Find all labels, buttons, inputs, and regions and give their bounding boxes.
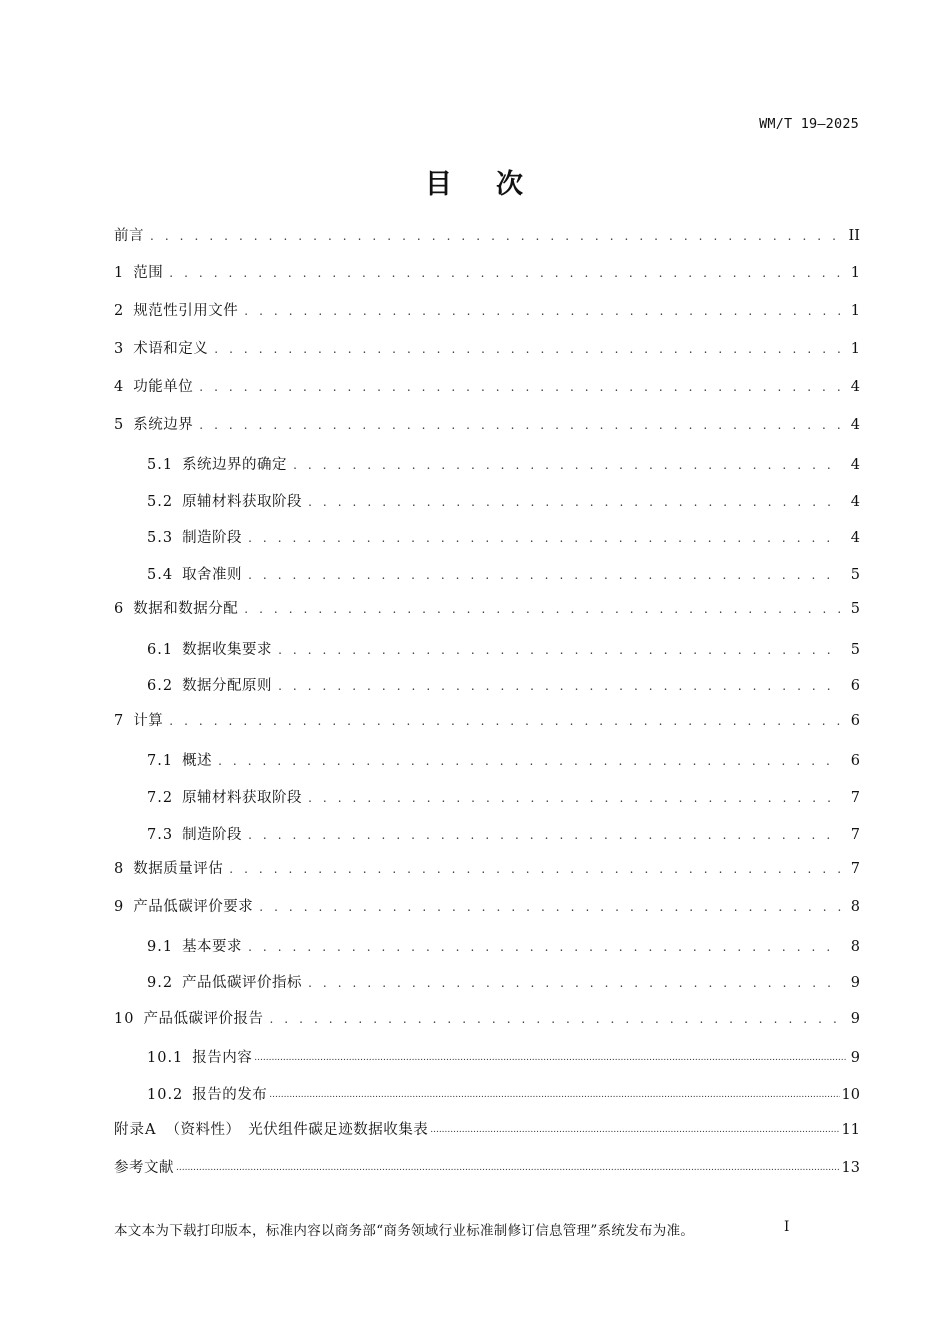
toc-label: 制造阶段: [182, 827, 243, 843]
toc-label: 规范性引用文件: [133, 303, 239, 319]
toc-number: 6.1: [147, 642, 174, 658]
toc-page: 4: [850, 494, 860, 510]
toc-leader: [214, 337, 842, 361]
toc-page: 7: [850, 790, 860, 806]
toc-label: 产品低碳评价报告: [143, 1011, 264, 1027]
toc-label: （资料性） 光伏组件碳足迹数据收集表: [165, 1122, 429, 1138]
toc-entry-5[interactable]: [114, 413, 860, 437]
toc-page: 8: [850, 939, 860, 955]
toc-leader: [259, 895, 842, 919]
toc-entry-9-2[interactable]: [147, 971, 860, 995]
standard-code: WM/T 19—2025: [759, 116, 859, 132]
toc-entry-5-1[interactable]: [147, 453, 860, 477]
toc-number: 9.2: [147, 975, 174, 991]
toc-page: 9: [850, 975, 860, 991]
toc-entry-1[interactable]: [114, 261, 860, 285]
toc-label: 产品低碳评价指标: [182, 975, 303, 991]
toc-number: 7.2: [147, 790, 174, 806]
toc-entry-10[interactable]: [114, 1007, 860, 1031]
toc-page: 4: [850, 457, 860, 473]
toc-label: 基本要求: [182, 939, 243, 955]
toc-label: 取舍准则: [182, 567, 243, 583]
toc-leader: [169, 261, 842, 285]
toc-leader: [199, 413, 842, 437]
toc-entry-5-2[interactable]: [147, 490, 860, 514]
toc-number: 6: [114, 601, 125, 617]
toc-entry-6-1[interactable]: [147, 638, 860, 662]
toc-leader: [278, 638, 842, 662]
toc-number: 10.2: [147, 1087, 184, 1103]
toc-number: 附录A: [114, 1122, 157, 1138]
toc-entry-7-3[interactable]: [147, 823, 860, 847]
toc-page: 9: [850, 1011, 860, 1027]
toc-number: 4: [114, 379, 125, 395]
toc-page: 5: [850, 601, 860, 617]
toc-number: 3: [114, 341, 125, 357]
toc-number: 8: [114, 861, 125, 877]
toc-entry-9[interactable]: [114, 895, 860, 919]
toc-page: 5: [850, 642, 860, 658]
toc-page: 4: [850, 530, 860, 546]
toc-leader: [308, 490, 842, 514]
toc-label: 数据质量评估: [133, 861, 224, 877]
toc-page: 1: [850, 265, 860, 281]
title-char-1: 目: [425, 169, 454, 200]
toc-entry-2[interactable]: [114, 299, 860, 323]
toc-page: 1: [850, 341, 860, 357]
toc-leader: [308, 786, 842, 810]
footer-note: 本文本为下载打印版本，标准内容以商务部“商务领域行业标准制修订信息管理”系统发布为准。: [114, 1223, 695, 1239]
toc-number: 7: [114, 713, 125, 729]
toc-entry-10-1[interactable]: [147, 1046, 860, 1070]
toc-number: 10: [114, 1011, 135, 1027]
toc-entry-3[interactable]: [114, 337, 860, 361]
toc-entry-6-2[interactable]: [147, 674, 860, 698]
toc-entry-5-3[interactable]: [147, 526, 860, 550]
toc-leader: [254, 1046, 846, 1070]
toc-page: 11: [841, 1122, 860, 1138]
toc-page: II: [848, 228, 860, 244]
toc-number: 5.4: [147, 567, 174, 583]
toc-page: 6: [850, 713, 860, 729]
toc-leader: [169, 709, 842, 733]
toc-leader: [293, 453, 842, 477]
toc-leader: [244, 299, 842, 323]
toc-label: 前言: [114, 228, 144, 244]
toc-page: 4: [850, 379, 860, 395]
title-char-2: 次: [496, 169, 525, 200]
toc-entry-foreword[interactable]: [114, 224, 860, 248]
toc-page: 7: [850, 827, 860, 843]
toc-leader: [248, 935, 842, 959]
toc-label: 计算: [133, 713, 164, 729]
toc-leader: [176, 1156, 840, 1180]
toc-number: 10.1: [147, 1050, 184, 1066]
toc-leader: [218, 749, 842, 773]
toc-number: 7.1: [147, 753, 174, 769]
toc-label: 数据分配原则: [182, 678, 273, 694]
toc-page: 9: [850, 1050, 860, 1066]
toc-page: 8: [850, 899, 860, 915]
toc-leader: [150, 224, 842, 248]
toc-number: 5.1: [147, 457, 174, 473]
toc-entry-6[interactable]: [114, 597, 860, 621]
toc-entry-4[interactable]: [114, 375, 860, 399]
toc-page: 13: [841, 1160, 860, 1176]
toc-label: 数据收集要求: [182, 642, 273, 658]
toc-label: 原辅材料获取阶段: [182, 494, 303, 510]
toc-number: 6.2: [147, 678, 174, 694]
toc-page: 5: [850, 567, 860, 583]
toc-entry-10-2[interactable]: [147, 1083, 860, 1107]
toc-page: 6: [850, 753, 860, 769]
toc-page: 4: [850, 417, 860, 433]
toc-leader: [248, 526, 842, 550]
toc-label: 系统边界的确定: [182, 457, 288, 473]
toc-number: 5.3: [147, 530, 174, 546]
toc-leader: [199, 375, 842, 399]
toc-label: 参考文献: [114, 1160, 174, 1176]
toc-leader: [248, 823, 842, 847]
toc-number: 9.1: [147, 939, 174, 955]
toc-label: 制造阶段: [182, 530, 243, 546]
toc-label: 系统边界: [133, 417, 194, 433]
toc-leader: [269, 1007, 842, 1031]
toc-number: 5: [114, 417, 125, 433]
toc-number: 9: [114, 899, 125, 915]
toc-leader: [269, 1083, 839, 1107]
toc-leader: [244, 597, 842, 621]
toc-label: 产品低碳评价要求: [133, 899, 254, 915]
toc-leader: [248, 563, 842, 587]
toc-entry-references[interactable]: [114, 1156, 860, 1180]
footer-page-number: I: [784, 1219, 790, 1235]
toc-entry-appendix-a[interactable]: [114, 1118, 860, 1142]
toc-number: 7.3: [147, 827, 174, 843]
toc-entry-7[interactable]: [114, 709, 860, 733]
toc-label: 报告的发布: [192, 1087, 268, 1103]
toc-entry-9-1[interactable]: [147, 935, 860, 959]
toc-leader: [229, 857, 842, 881]
toc-label: 范围: [133, 265, 164, 281]
toc-label: 原辅材料获取阶段: [182, 790, 303, 806]
toc-label: 概述: [182, 753, 213, 769]
toc-leader: [430, 1118, 839, 1142]
toc-page: 7: [850, 861, 860, 877]
toc-entry-5-4[interactable]: [147, 563, 860, 587]
toc-page: 1: [850, 303, 860, 319]
toc-number: 5.2: [147, 494, 174, 510]
toc-label: 术语和定义: [133, 341, 209, 357]
toc-label: 数据和数据分配: [133, 601, 239, 617]
toc-leader: [308, 971, 842, 995]
toc-entry-7-2[interactable]: [147, 786, 860, 810]
toc-page: 6: [850, 678, 860, 694]
toc-label: 功能单位: [133, 379, 194, 395]
toc-number: 2: [114, 303, 125, 319]
toc-page: 10: [841, 1087, 860, 1103]
toc-entry-8[interactable]: [114, 857, 860, 881]
toc-label: 报告内容: [192, 1050, 253, 1066]
toc-leader: [278, 674, 842, 698]
toc-entry-7-1[interactable]: [147, 749, 860, 773]
toc-number: 1: [114, 265, 125, 281]
